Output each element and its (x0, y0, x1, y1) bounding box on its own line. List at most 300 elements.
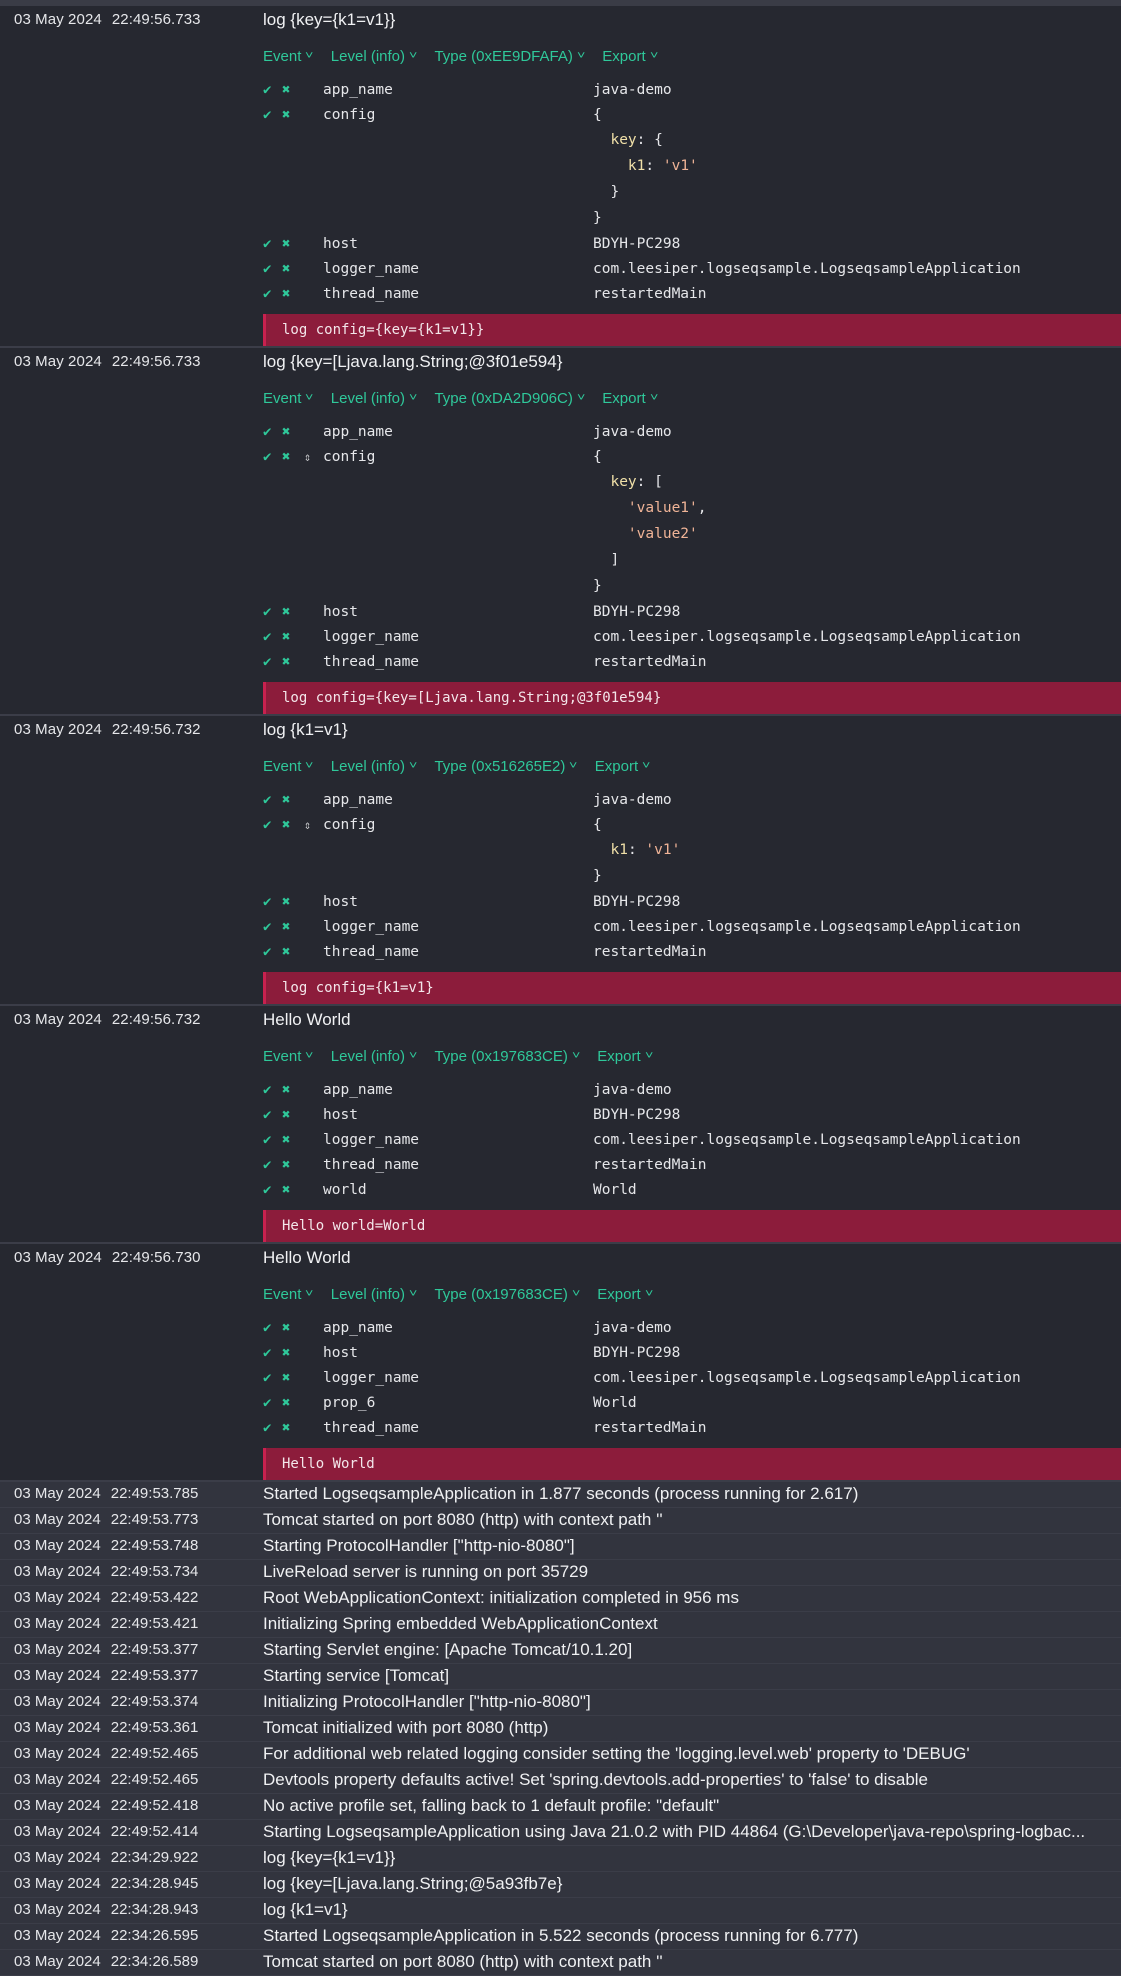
property-name: logger_name (323, 918, 420, 935)
export-menu[interactable] (595, 758, 650, 775)
event-menu-label: Event (263, 757, 302, 775)
log-event-row[interactable] (0, 1664, 1121, 1690)
property-name: logger_name (323, 1369, 420, 1386)
json-token: ] (610, 552, 620, 568)
json-content (610, 842, 680, 858)
type-menu[interactable] (434, 758, 576, 775)
property-row (263, 1315, 1121, 1340)
timestamp-date: 03 May 2024 (14, 1797, 101, 1814)
property-name: prop_6 (323, 1394, 376, 1411)
raw-message-template: log config={key=[Ljava.lang.String;@3f01e594} (263, 682, 1121, 714)
timestamp (14, 1615, 198, 1632)
timestamp (14, 1849, 198, 1866)
check-icon[interactable]: ✔ (263, 81, 272, 98)
property-row (263, 281, 1121, 306)
cross-icon[interactable]: ✖ (282, 628, 291, 645)
property-list (263, 1315, 1121, 1440)
export-menu[interactable] (602, 390, 657, 407)
property-value (593, 817, 602, 833)
event-message: log {k1=v1} (263, 720, 348, 739)
export-menu-label: Export (602, 389, 646, 407)
property-name: host (323, 603, 358, 620)
chevron-down-icon: ˅ (305, 760, 314, 772)
log-event-row[interactable] (0, 1742, 1121, 1768)
log-event-row[interactable] (0, 1534, 1121, 1560)
property-row (263, 102, 1121, 127)
property-value: java-demo (593, 791, 672, 808)
cross-icon[interactable]: ✖ (282, 1156, 291, 1173)
level-menu-label: Level (info) (330, 389, 405, 407)
property-row (263, 889, 1121, 914)
type-menu-label: Type (0x197683CE) (434, 1285, 568, 1303)
timestamp-time: 22:49:56.732 (111, 1011, 201, 1028)
json-indent (593, 132, 610, 148)
export-menu-label: Export (597, 1285, 641, 1303)
property-filter-icons (263, 1345, 323, 1361)
property-value: BDYH-PC298 (593, 893, 681, 910)
json-line (263, 179, 1121, 205)
check-icon[interactable]: ✔ (263, 285, 272, 302)
check-icon[interactable]: ✔ (263, 106, 272, 123)
chevron-down-icon: ˅ (642, 760, 651, 772)
property-value: BDYH-PC298 (593, 1106, 681, 1123)
check-icon[interactable]: ✔ (263, 1081, 272, 1098)
cross-icon[interactable]: ✖ (282, 603, 291, 620)
check-icon[interactable]: ✔ (263, 816, 272, 833)
property-value: BDYH-PC298 (593, 1344, 681, 1361)
cross-icon[interactable]: ✖ (282, 285, 291, 302)
json-token: } (593, 578, 602, 594)
level-menu[interactable] (331, 1048, 417, 1065)
cross-icon[interactable]: ✖ (282, 423, 291, 440)
property-filter-icons (263, 919, 323, 935)
event-action-bar (263, 1045, 1121, 1067)
property-name: host (323, 893, 358, 910)
timestamp-date: 03 May 2024 (14, 1823, 101, 1840)
event-menu[interactable] (263, 48, 313, 65)
event-details (0, 720, 1121, 1004)
timestamp-date: 03 May 2024 (14, 1011, 102, 1028)
timestamp-time: 22:34:28.943 (110, 1901, 199, 1918)
property-value: restartedMain (593, 1156, 707, 1173)
property-filter-icons (263, 1182, 323, 1198)
property-value: restartedMain (593, 1419, 707, 1436)
event-menu[interactable] (263, 1048, 313, 1065)
timestamp-date: 03 May 2024 (14, 1693, 101, 1710)
timestamp-time: 22:34:29.922 (110, 1849, 199, 1866)
level-menu[interactable] (331, 48, 417, 65)
property-name: thread_name (323, 653, 420, 670)
event-menu[interactable] (263, 390, 313, 407)
type-menu-label: Type (0x516265E2) (434, 757, 566, 775)
cross-icon[interactable]: ✖ (282, 448, 291, 465)
json-line (263, 573, 1121, 599)
check-icon[interactable]: ✔ (263, 1131, 272, 1148)
property-filter-icons (263, 894, 323, 910)
timestamp (14, 1875, 198, 1892)
property-filter-icons (263, 1420, 323, 1436)
log-event-row[interactable] (0, 1560, 1121, 1586)
event-message: Root WebApplicationContext: initialization completed in 956 ms (263, 1588, 739, 1607)
export-menu[interactable] (597, 1286, 652, 1303)
export-menu-label: Export (602, 47, 646, 65)
event-menu[interactable] (263, 758, 313, 775)
timestamp-time: 22:49:53.785 (110, 1485, 199, 1502)
cross-icon[interactable]: ✖ (282, 106, 291, 123)
property-value: World (593, 1394, 637, 1411)
check-icon[interactable]: ✔ (263, 1156, 272, 1173)
cross-icon[interactable]: ✖ (282, 1344, 291, 1361)
check-icon[interactable]: ✔ (263, 448, 272, 465)
property-row (263, 77, 1121, 102)
property-row (263, 1365, 1121, 1390)
check-icon[interactable]: ✔ (263, 943, 272, 960)
level-menu[interactable] (331, 758, 417, 775)
property-value: BDYH-PC298 (593, 603, 681, 620)
cross-icon[interactable]: ✖ (282, 1319, 291, 1336)
check-icon[interactable]: ✔ (263, 918, 272, 935)
property-value: com.leesiper.logseqsample.LogseqsampleApplication (593, 918, 1021, 935)
property-row (263, 1177, 1121, 1202)
property-name: world (323, 1181, 367, 1198)
event-message: Starting service [Tomcat] (263, 1666, 450, 1685)
property-name: thread_name (323, 943, 420, 960)
check-icon[interactable]: ✔ (263, 1181, 272, 1198)
type-menu-label: Type (0x197683CE) (434, 1047, 568, 1065)
json-line (593, 107, 602, 123)
json-indent (593, 158, 628, 174)
property-filter-icons (263, 236, 323, 252)
log-event-row[interactable] (0, 1612, 1121, 1638)
check-icon[interactable]: ✔ (263, 1369, 272, 1386)
json-token: } (593, 868, 602, 884)
chevron-down-icon: ˅ (571, 1050, 581, 1062)
event-details (0, 1010, 1121, 1242)
check-icon[interactable]: ✔ (263, 628, 272, 645)
check-icon[interactable]: ✔ (263, 1419, 272, 1436)
timestamp-date: 03 May 2024 (14, 1849, 101, 1866)
json-token: : (627, 842, 646, 858)
chevron-down-icon: ˅ (644, 1288, 654, 1300)
timestamp-time: 22:49:52.465 (110, 1745, 199, 1762)
chevron-down-icon: ˅ (409, 1288, 418, 1300)
check-icon[interactable]: ✔ (263, 1106, 272, 1123)
level-menu[interactable] (331, 390, 417, 407)
timestamp-time: 22:49:53.748 (110, 1537, 199, 1554)
property-list (263, 787, 1121, 964)
property-name: thread_name (323, 1156, 420, 1173)
property-value: com.leesiper.logseqsample.LogseqsampleApplication (593, 260, 1021, 277)
json-indent (593, 474, 610, 490)
json-token: , (697, 500, 707, 516)
log-event-row[interactable] (0, 1482, 1121, 1508)
property-value: com.leesiper.logseqsample.LogseqsampleApplication (593, 1369, 1021, 1386)
log-event-row[interactable] (0, 1508, 1121, 1534)
timestamp-date: 03 May 2024 (14, 11, 102, 28)
json-content (593, 210, 602, 226)
property-name: app_name (323, 423, 393, 440)
property-value: BDYH-PC298 (593, 235, 681, 252)
property-filter-icons (263, 107, 323, 123)
raw-message-template: Hello world=World (263, 1210, 1121, 1242)
property-filter-icons (263, 286, 323, 302)
cross-icon[interactable]: ✖ (282, 943, 291, 960)
property-row (263, 231, 1121, 256)
timestamp-time: 22:49:53.374 (110, 1693, 199, 1710)
event-message: Tomcat started on port 8080 (http) with context path '' (263, 1510, 663, 1529)
timestamp (14, 1511, 198, 1528)
timestamp-date: 03 May 2024 (14, 1249, 102, 1266)
check-icon[interactable]: ✔ (263, 423, 272, 440)
property-row (263, 1390, 1121, 1415)
json-line (263, 127, 1121, 153)
property-filter-icons (263, 1320, 323, 1336)
cross-icon[interactable]: ✖ (282, 1081, 291, 1098)
timestamp-time: 22:49:52.414 (110, 1823, 199, 1840)
cross-icon[interactable]: ✖ (282, 791, 291, 808)
property-row (263, 624, 1121, 649)
check-icon[interactable]: ✔ (263, 603, 272, 620)
timestamp (14, 1953, 198, 1970)
property-filter-icons (263, 1395, 323, 1411)
property-row (263, 649, 1121, 674)
property-filter-icons (263, 449, 323, 465)
check-icon[interactable]: ✔ (263, 260, 272, 277)
log-event-expanded[interactable] (0, 6, 1121, 348)
log-event-row[interactable] (0, 1924, 1121, 1950)
timestamp (14, 1797, 198, 1814)
timestamp-date: 03 May 2024 (14, 1615, 101, 1632)
check-icon[interactable]: ✔ (263, 1394, 272, 1411)
type-menu-label: Type (0xDA2D906C) (434, 389, 573, 407)
timestamp-time: 22:49:53.377 (110, 1641, 199, 1658)
check-icon[interactable]: ✔ (263, 235, 272, 252)
log-event-row[interactable] (0, 1794, 1121, 1820)
log-event-expanded[interactable] (0, 716, 1121, 1006)
cross-icon[interactable]: ✖ (282, 260, 291, 277)
chevron-down-icon: ˅ (576, 50, 586, 62)
log-event-expanded[interactable] (0, 348, 1121, 716)
expand-collapse-icon[interactable]: ⇕ (304, 449, 312, 464)
timestamp (14, 1745, 198, 1762)
timestamp (14, 1537, 198, 1554)
cross-icon[interactable]: ✖ (282, 816, 291, 833)
json-content (593, 868, 602, 884)
timestamp-date: 03 May 2024 (14, 1953, 101, 1970)
property-filter-icons (263, 654, 323, 670)
log-event-row[interactable] (0, 1768, 1121, 1794)
event-menu[interactable] (263, 1286, 313, 1303)
event-message: Hello World (263, 1248, 351, 1267)
export-menu[interactable] (597, 1048, 652, 1065)
event-message: Hello World (263, 1010, 351, 1029)
json-content (610, 552, 619, 568)
check-icon[interactable]: ✔ (263, 1319, 272, 1336)
json-token: k1 (610, 842, 628, 858)
json-token: 'v1' (645, 842, 681, 858)
json-token: } (593, 210, 602, 226)
property-list (263, 1077, 1121, 1202)
chevron-down-icon: ˅ (409, 392, 418, 404)
cross-icon[interactable]: ✖ (282, 918, 291, 935)
timestamp-time: 22:49:53.421 (110, 1615, 199, 1632)
log-event-expanded[interactable] (0, 1006, 1121, 1244)
property-name: host (323, 1344, 358, 1361)
property-name: logger_name (323, 628, 420, 645)
property-value (593, 449, 602, 465)
json-token: key (610, 474, 637, 490)
json-content (610, 132, 662, 148)
property-name: app_name (323, 1081, 393, 1098)
timestamp-time: 22:49:52.465 (110, 1771, 199, 1788)
property-value: World (593, 1181, 637, 1198)
property-value: java-demo (593, 1081, 672, 1098)
timestamp-date: 03 May 2024 (14, 1901, 101, 1918)
cross-icon[interactable]: ✖ (282, 1131, 291, 1148)
type-menu[interactable] (434, 48, 584, 65)
json-token: 'v1' (662, 158, 698, 174)
level-menu-label: Level (info) (330, 1047, 405, 1065)
log-event-row[interactable] (0, 1950, 1121, 1976)
cross-icon[interactable]: ✖ (282, 81, 291, 98)
json-content (628, 500, 707, 516)
json-token: { (593, 816, 602, 833)
json-line (593, 449, 602, 465)
property-filter-icons (263, 82, 323, 98)
property-name: app_name (323, 81, 393, 98)
json-indent (593, 500, 628, 516)
json-token: } (610, 184, 620, 200)
json-content (610, 474, 662, 490)
event-action-bar (263, 387, 1121, 409)
event-message: Starting ProtocolHandler ["http-nio-8080"] (263, 1536, 575, 1555)
expand-collapse-icon[interactable]: ⇕ (304, 817, 312, 832)
event-action-bar (263, 755, 1121, 777)
log-event-row[interactable] (0, 1690, 1121, 1716)
json-line (263, 837, 1121, 863)
event-action-bar (263, 45, 1121, 67)
timestamp-time: 22:49:53.773 (110, 1511, 199, 1528)
event-message: Tomcat initialized with port 8080 (http) (263, 1718, 549, 1737)
property-filter-icons (263, 792, 323, 808)
event-message: Started LogseqsampleApplication in 1.877 seconds (process running for 2.617) (263, 1484, 859, 1503)
property-value: restartedMain (593, 653, 707, 670)
level-menu-label: Level (info) (330, 47, 405, 65)
event-menu-label: Event (263, 1285, 302, 1303)
cross-icon[interactable]: ✖ (282, 235, 291, 252)
level-menu-label: Level (info) (330, 757, 405, 775)
event-message: log {key=[Ljava.lang.String;@3f01e594} (263, 352, 563, 371)
timestamp-time: 22:49:53.422 (110, 1589, 199, 1606)
property-row (263, 787, 1121, 812)
property-filter-icons (263, 261, 323, 277)
type-menu[interactable] (434, 390, 584, 407)
timestamp (14, 1667, 198, 1684)
timestamp-date: 03 May 2024 (14, 1485, 101, 1502)
json-token: { (593, 448, 602, 465)
cross-icon[interactable]: ✖ (282, 1106, 291, 1123)
timestamp-date: 03 May 2024 (14, 721, 102, 738)
type-menu[interactable] (434, 1048, 579, 1065)
timestamp-date: 03 May 2024 (14, 1745, 101, 1762)
export-menu[interactable] (602, 48, 657, 65)
log-event-row[interactable] (0, 1898, 1121, 1924)
property-name: app_name (323, 1319, 393, 1336)
timestamp (14, 1011, 201, 1028)
type-menu[interactable] (434, 1286, 579, 1303)
log-event-row[interactable] (0, 1586, 1121, 1612)
log-event-expanded[interactable] (0, 1244, 1121, 1482)
check-icon[interactable]: ✔ (263, 791, 272, 808)
json-indent (593, 526, 628, 542)
json-token: 'value2' (627, 526, 698, 542)
log-event-row[interactable] (0, 1820, 1121, 1846)
property-value: java-demo (593, 81, 672, 98)
check-icon[interactable]: ✔ (263, 653, 272, 670)
log-event-row[interactable] (0, 1638, 1121, 1664)
log-event-row[interactable] (0, 1716, 1121, 1742)
cross-icon[interactable]: ✖ (282, 1369, 291, 1386)
event-details (0, 10, 1121, 346)
level-menu-label: Level (info) (330, 1285, 405, 1303)
level-menu[interactable] (331, 1286, 417, 1303)
timestamp-date: 03 May 2024 (14, 1667, 101, 1684)
cross-icon[interactable]: ✖ (282, 1181, 291, 1198)
timestamp-time: 22:49:52.418 (110, 1797, 199, 1814)
chevron-down-icon: ˅ (571, 1288, 581, 1300)
event-message: Tomcat started on port 8080 (http) with context path '' (263, 1952, 663, 1971)
timestamp-time: 22:49:53.361 (110, 1719, 199, 1736)
event-menu-label: Event (263, 389, 302, 407)
log-event-row[interactable] (0, 1846, 1121, 1872)
event-message: Initializing Spring embedded WebApplicationContext (263, 1614, 658, 1633)
property-list (263, 419, 1121, 674)
cross-icon[interactable]: ✖ (282, 1394, 291, 1411)
event-menu-label: Event (263, 1047, 302, 1065)
json-token: 'value1' (627, 500, 698, 516)
raw-message-template: log config={key={k1=v1}} (263, 314, 1121, 346)
timestamp-date: 03 May 2024 (14, 1927, 101, 1944)
cross-icon[interactable]: ✖ (282, 893, 291, 910)
raw-message-template: Hello World (263, 1448, 1121, 1480)
timestamp-date: 03 May 2024 (14, 1771, 101, 1788)
property-value: restartedMain (593, 943, 707, 960)
check-icon[interactable]: ✔ (263, 893, 272, 910)
json-indent (593, 842, 610, 858)
event-message: Starting Servlet engine: [Apache Tomcat/10.1.20] (263, 1640, 633, 1659)
cross-icon[interactable]: ✖ (282, 653, 291, 670)
check-icon[interactable]: ✔ (263, 1344, 272, 1361)
property-filter-icons (263, 1157, 323, 1173)
timestamp-date: 03 May 2024 (14, 1719, 101, 1736)
json-token: : { (636, 132, 663, 148)
property-name: thread_name (323, 285, 420, 302)
chevron-down-icon: ˅ (649, 50, 659, 62)
property-row (263, 1340, 1121, 1365)
type-menu-label: Type (0xEE9DFAFA) (434, 47, 573, 65)
property-name: host (323, 1106, 358, 1123)
timestamp-time: 22:34:26.595 (110, 1927, 199, 1944)
property-name: host (323, 235, 358, 252)
event-message: Initializing ProtocolHandler ["http-nio-8080"] (263, 1692, 591, 1711)
timestamp (14, 1485, 198, 1502)
property-name: app_name (323, 791, 393, 808)
timestamp (14, 1641, 198, 1658)
log-event-row[interactable] (0, 1872, 1121, 1898)
timestamp (14, 1823, 198, 1840)
event-message: Devtools property defaults active! Set 'spring.devtools.add-properties' to 'false' to disable (263, 1770, 929, 1789)
cross-icon[interactable]: ✖ (282, 1419, 291, 1436)
